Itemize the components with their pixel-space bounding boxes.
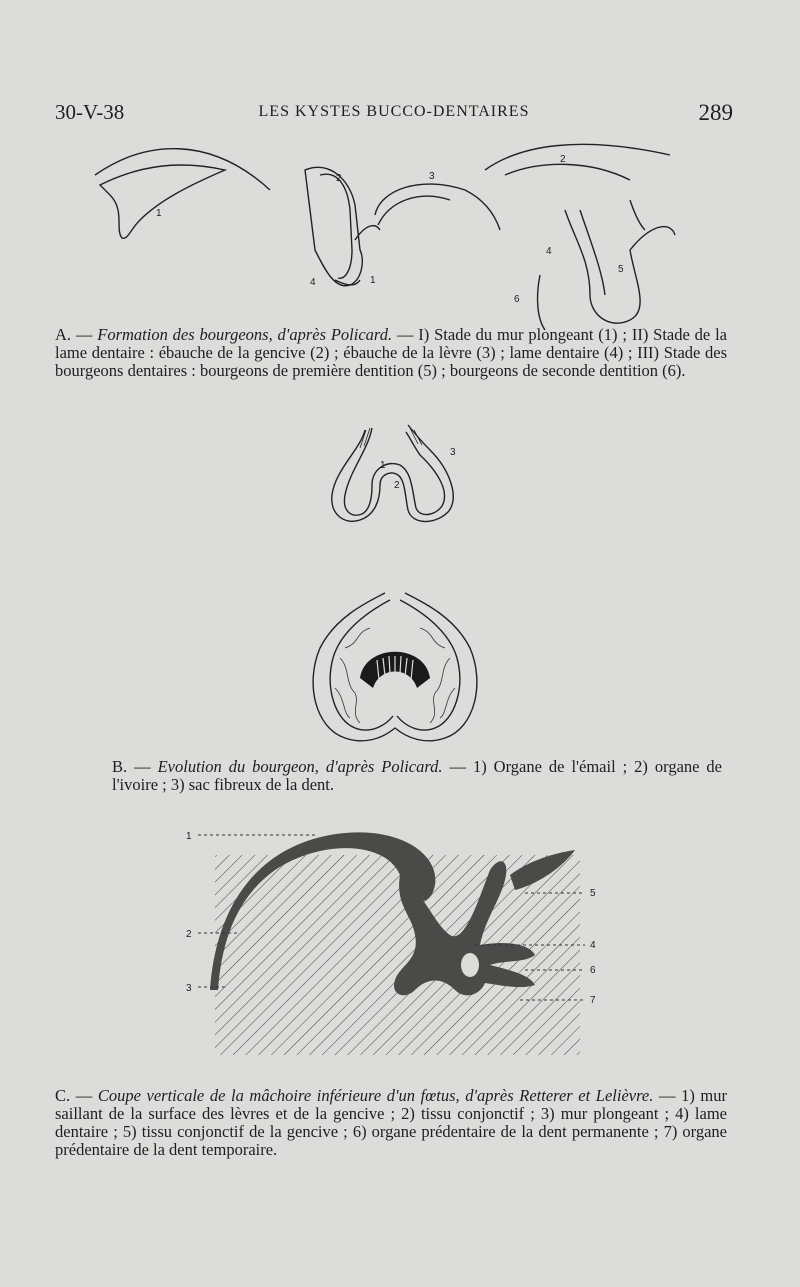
fig-c-label-2: 2 [186, 929, 192, 940]
fig-a-label-6: 6 [514, 294, 520, 305]
fig-a-label-4b: 4 [546, 246, 552, 257]
fig-b-label-1: 1 [380, 460, 386, 471]
figure-b-caption: B. — Evolution du bourgeon, d'après Policard. — 1) Organe de l'émail ; 2) organe de l'ivoire ; 3) sac fibreux de la dent. [112, 757, 722, 794]
page-number: 289 [698, 100, 733, 125]
header-reference: 30-V-38 [55, 100, 125, 124]
fig-c-label-7: 7 [590, 995, 596, 1006]
header-title: LES KYSTES BUCCO-DENTAIRES [258, 103, 530, 120]
fig-b-label-2: 2 [394, 480, 400, 491]
figure-a-caption: A. — Formation des bourgeons, d'après Policard. — I) Stade du mur plongeant (1) ; II) Stade de la lame dentaire : ébauche de la gencive (2) ; ébauche de la lèvre (3) ; lame dentaire (4) ; III) Stade des bourgeons dentaires : bourgeons de première dentition (5) ; bourgeons de seconde dentition (6). [55, 325, 727, 380]
figure-c-jaw-section [180, 815, 620, 1060]
fig-c-label-1: 1 [186, 831, 192, 842]
figure-a-illustration [90, 130, 710, 335]
running-header [55, 100, 733, 130]
caption-c-text: — 1) mur saillant de la surface des lèvres et de la gencive ; 2) tissu conjonctif ; 3) mur plongeant ; 4) lame dentaire ; 5) tissu conjonctif de la gencive ; 6) organe prédentaire de la dent permanente ; 7) organe prédentaire de la dent temporaire. [55, 1086, 728, 1159]
fig-a-label-5: 5 [618, 264, 624, 275]
fig-a-label-1: 1 [156, 208, 162, 219]
fig-b-label-3: 3 [450, 447, 456, 458]
fig-a-label-4: 4 [310, 277, 316, 288]
figure-b-tooth-germ-illustration [305, 588, 485, 748]
fig-a-label-2b: 2 [560, 154, 566, 165]
caption-c-letter: C. [55, 1086, 71, 1105]
caption-a-letter: A. [55, 325, 72, 344]
fig-a-label-3: 3 [429, 171, 435, 182]
caption-b-title: Evolution du bourgeon, d'après Policard. [157, 757, 443, 776]
fig-c-label-6: 6 [590, 965, 596, 976]
figure-b-bud-illustration [320, 420, 480, 530]
caption-a-title: Formation des bourgeons, d'après Policard. [97, 325, 393, 344]
fig-c-label-5: 5 [590, 888, 596, 899]
figure-c-caption: C. — Coupe verticale de la mâchoire inférieure d'un fœtus, d'après Retterer et Lelièvre. — 1) mur saillant de la surface des lèvres et de la gencive ; 2) tissu conjonctif ; 3) mur plongeant ; 4) lame dentaire ; 5) tissu conjonctif de la gencive ; 6) organe prédentaire de la dent permanente ; 7) organe prédentaire de la dent temporaire. [55, 1086, 728, 1159]
fig-a-label-1b: 1 [370, 275, 376, 286]
fig-c-label-3: 3 [186, 983, 192, 994]
fig-c-label-4: 4 [590, 940, 596, 951]
caption-a-text: — I) Stade du mur plongeant (1) ; II) Stade de la lame dentaire : ébauche de la gencive (2) ; ébauche de la lèvre (3) ; lame dentaire (4) ; III) Stade des bourgeons dentaires : bourgeons de première dentition (5) ; bourgeons de seconde dentition (6). [55, 325, 727, 380]
fig-a-label-2: 2 [336, 173, 342, 184]
caption-c-title: Coupe verticale de la mâchoire inférieure d'un fœtus, d'après Retterer et Lelièvre. [97, 1086, 654, 1105]
caption-b-letter: B. [112, 757, 128, 776]
caption-b-text: — 1) Organe de l'émail ; 2) organe de l'ivoire ; 3) sac fibreux de la dent. [112, 757, 722, 794]
